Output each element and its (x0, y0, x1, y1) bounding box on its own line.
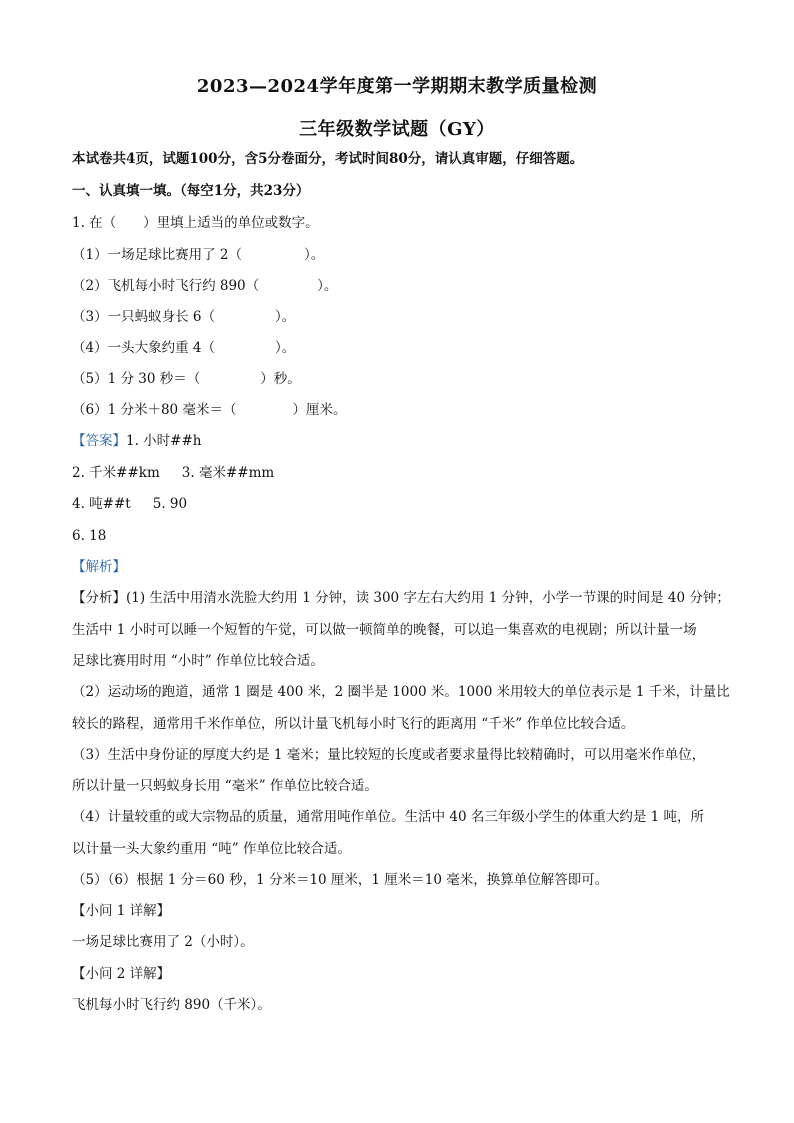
analysis-text: (1) 生活中用清水洗脸大约用 1 分钟，读 300 字左右大约用 1 分钟，小学一节课的时间是 40 分钟； (126, 590, 730, 606)
item-prefix: （6）1 分米＋80 毫米＝（ (72, 402, 237, 418)
analysis-line: （3）生活中身份证的厚度大约是 1 毫米；量比较短的长度或者要求量得比较精确时，可以用毫米作单位， (72, 747, 706, 763)
answer-1: 1. 小时##h (126, 433, 202, 449)
answer-3: 3. 毫米##mm (181, 465, 275, 481)
question-item-4 (72, 339, 295, 357)
answer-4: 4. 吨##t (72, 496, 131, 512)
question-item-6 (72, 401, 346, 419)
question-stem: 1. 在（ ）里填上适当的单位或数字。 (72, 215, 319, 231)
detail-label-2: 【小问 2 详解】 (72, 966, 171, 982)
analysis-line: （4）计量较重的或大宗物品的质量，通常用吨作单位。生活中 40 名三年级小学生的体重大约是 1 吨，所 (72, 809, 705, 825)
question-item-3 (72, 308, 295, 326)
item-prefix: （4）一头大象约重 4（ (72, 340, 215, 356)
analysis-line: 以计量一头大象约重用 “吨” 作单位比较合适。 (72, 841, 351, 857)
answer-2: 2. 千米##km (72, 465, 160, 481)
analysis-line: （2）运动场的跑道，通常 1 圈是 400 米，2 圈半是 1000 米。1000 米用较大的单位表示是 1 千米，计量比 (72, 684, 730, 700)
analysis-line (72, 589, 730, 607)
answer-row-1 (72, 432, 202, 450)
item-suffix: ）。 (274, 309, 296, 325)
item-suffix: ）秒。 (260, 371, 301, 387)
question-item-2 (72, 277, 337, 295)
answer-5: 5. 90 (152, 496, 188, 512)
item-suffix: ）。 (274, 340, 296, 356)
page-subtitle: 三年级数学试题（GY） (299, 119, 495, 140)
question-item-1 (72, 246, 324, 264)
analysis-line: 生活中 1 小时可以睡一个短暂的午觉，可以做一顿简单的晚餐，可以追一集喜欢的电视剧；所以计量一场 (72, 622, 697, 638)
item-prefix: （5）1 分 30 秒＝（ (72, 371, 201, 387)
detail-text-1: 一场足球比赛用了 2（小时）。 (72, 934, 254, 950)
answer-label: 【答案】 (72, 433, 126, 449)
item-suffix: ）厘米。 (292, 402, 347, 418)
intro-text: 本试卷共4页，试题100分，含5分卷面分，考试时间80分，请认真审题，仔细答题。 (72, 151, 584, 167)
answer-row-2 (72, 464, 274, 482)
item-suffix: ）。 (303, 247, 325, 263)
answer-6: 6. 18 (72, 528, 107, 544)
analysis-sub-label: 【分析】 (72, 590, 126, 606)
item-prefix: （1）一场足球比赛用了 2（ (72, 247, 242, 263)
answer-row-4 (72, 527, 106, 545)
section-heading: 一、认真填一填。（每空1分，共23分） (72, 183, 310, 199)
item-prefix: （3）一只蚂蚁身长 6（ (72, 309, 215, 325)
item-prefix: （2）飞机每小时飞行约 890（ (72, 278, 260, 294)
analysis-line: （5）（6）根据 1 分＝60 秒，1 分米＝10 厘米，1 厘米＝10 毫米，换算单位解答即可。 (72, 872, 609, 888)
analysis-line: 所以计量一只蚂蚁身长用 “毫米” 作单位比较合适。 (72, 778, 378, 794)
detail-text-2: 飞机每小时飞行约 890（千米）。 (72, 997, 271, 1013)
analysis-line: 较长的路程，通常用千米作单位，所以计量飞机每小时飞行的距离用 “千米” 作单位比较合适。 (72, 716, 635, 732)
analysis-line: 足球比赛用时用 “小时” 作单位比较合适。 (72, 653, 324, 669)
item-suffix: ）。 (317, 278, 338, 294)
page-title: 2023—2024学年度第一学期期末教学质量检测 (196, 76, 598, 97)
answer-row-3 (72, 495, 187, 513)
analysis-label: 【解析】 (72, 559, 126, 575)
detail-label-1: 【小问 1 详解】 (72, 903, 171, 919)
question-item-5 (72, 370, 301, 388)
